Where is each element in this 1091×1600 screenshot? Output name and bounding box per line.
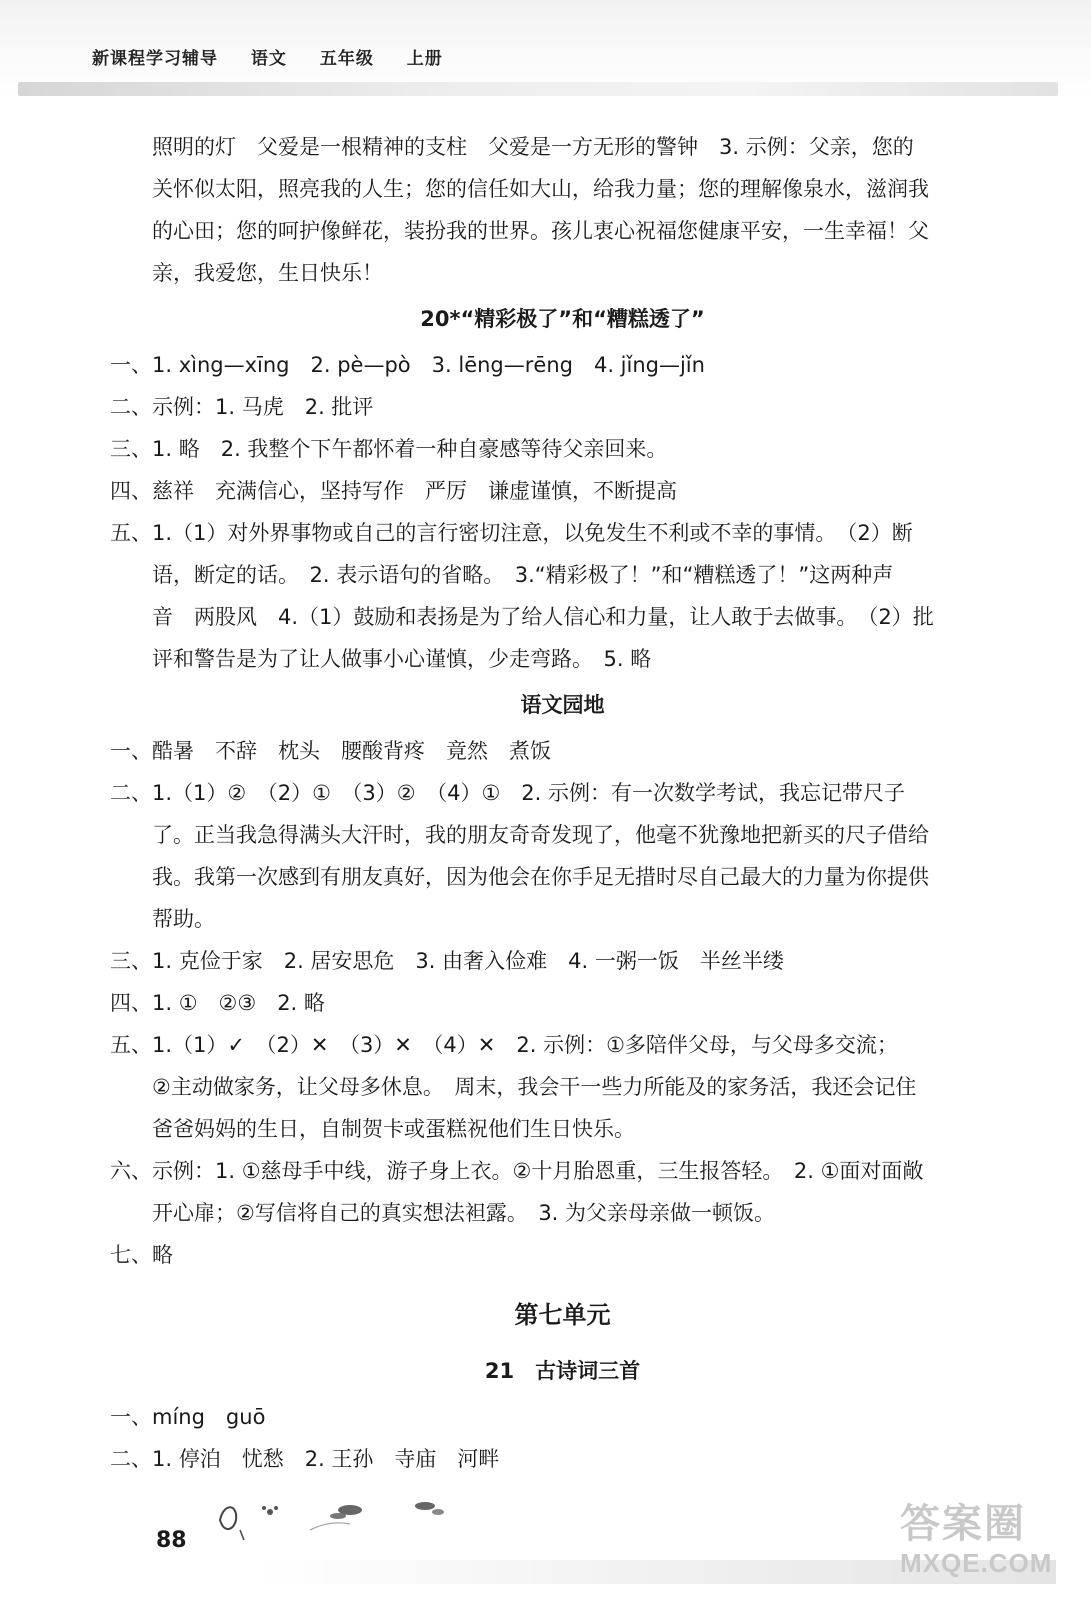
text-line: ②主动做家务，让父母多休息。 周末，我会干一些力所能及的家务活，我还会记住 xyxy=(152,1075,917,1099)
text-line: 帮助。 xyxy=(152,907,215,931)
text-line: 开心扉；②写信将自己的真实想法袒露。 3. 为父亲母亲做一顿饭。 xyxy=(152,1201,776,1225)
text-line: 我。我第一次感到有朋友真好，因为他会在你手足无措时尽自己最大的力量为你提供 xyxy=(152,865,929,889)
text-line: 一、míng guō xyxy=(110,1405,266,1429)
text-line: 亲，我爱您，生日快乐！ xyxy=(152,261,383,285)
answer-content xyxy=(110,126,1015,1480)
lesson-title-21: 21 古诗词三首 xyxy=(484,1359,641,1383)
watermark-text: 答案圈 xyxy=(900,1502,1026,1546)
text-line: 四、1. ① ②③ 2. 略 xyxy=(110,991,325,1015)
text-line: 五、1.（1）✓ （2）✕ （3）✕ （4）✕ 2. 示例：①多陪伴父母，与父母多交流； xyxy=(110,1033,898,1057)
text-line: 语，断定的话。 2. 表示语句的省略。 3.“精彩极了！”和“糟糕透了！”这两种声 xyxy=(152,563,894,587)
text-line: 七、略 xyxy=(110,1243,173,1267)
watermark-url: MXQE.COM xyxy=(900,1548,1053,1578)
subject-label: 语文 xyxy=(250,49,287,69)
flower-decoration-icon xyxy=(210,1490,470,1550)
text-line: 关怀似太阳，照亮我的人生；您的信任如大山，给我力量；您的理解像泉水，滋润我 xyxy=(152,177,929,201)
running-header xyxy=(92,44,469,69)
text-line: 三、1. 略 2. 我整个下午都怀着一种自豪感等待父亲回来。 xyxy=(110,437,668,461)
text-line: 二、1.（1）② （2）① （3）② （4）① 2. 示例：有一次数学考试，我忘记带尺子 xyxy=(110,781,905,805)
text-line: 二、1. 停泊 忧愁 2. 王孙 寺庙 河畔 xyxy=(110,1447,500,1471)
text-line: 一、酷暑 不辞 枕头 腰酸背疼 竟然 煮饭 xyxy=(110,739,551,763)
text-line: 四、慈祥 充满信心，坚持写作 严厉 谦虚谨慎，不断提高 xyxy=(110,479,677,503)
text-line: 三、1. 克俭于家 2. 居安思危 3. 由奢入俭难 4. 一粥一饭 半丝半缕 xyxy=(110,949,784,973)
book-title: 新课程学习辅导 xyxy=(92,49,218,69)
text-line: 了。正当我急得满头大汗时，我的朋友奇奇发现了，他毫不犹豫地把新买的尺子借给 xyxy=(152,823,929,847)
lesson-title-20: 20*“精彩极了”和“糟糕透了” xyxy=(420,307,705,331)
page-header xyxy=(0,0,1091,100)
grade-label: 五年级 xyxy=(319,49,374,69)
watermark-logo xyxy=(900,1500,1080,1596)
section-title-yuwen-yuandi: 语文园地 xyxy=(520,693,605,717)
text-line: 音 两股风 4.（1）鼓励和表扬是为了给人信心和力量，让人敢于去做事。 （2）批 xyxy=(152,605,934,629)
text-line: 一、1. xìng—xīng 2. pè—pò 3. lēng—rēng 4. jǐng—jǐn xyxy=(110,353,705,377)
text-line: 六、示例：1. ①慈母手中线，游子身上衣。②十月胎恩重，三生报答轻。 2. ①面对面敞 xyxy=(110,1159,924,1183)
text-line: 照明的灯 父爱是一根精神的支柱 父爱是一方无形的警钟 3. 示例：父亲，您的 xyxy=(152,135,914,159)
unit-title: 第七单元 xyxy=(514,1301,611,1329)
header-rule xyxy=(18,82,1058,96)
text-line: 的心田；您的呵护像鲜花，装扮我的世界。孩儿衷心祝福您健康平安，一生幸福！父 xyxy=(152,219,929,243)
volume-label: 上册 xyxy=(406,49,443,69)
text-line: 评和警告是为了让人做事小心谨慎，少走弯路。 5. 略 xyxy=(152,647,652,671)
text-line: 爸爸妈妈的生日，自制贺卡或蛋糕祝他们生日快乐。 xyxy=(152,1117,635,1141)
page-number: 88 xyxy=(156,1528,187,1553)
text-line: 五、1.（1）对外界事物或自己的言行密切注意，以免发生不利或不幸的事情。 （2）断 xyxy=(110,521,913,545)
text-line: 二、示例：1. 马虎 2. 批评 xyxy=(110,395,374,419)
